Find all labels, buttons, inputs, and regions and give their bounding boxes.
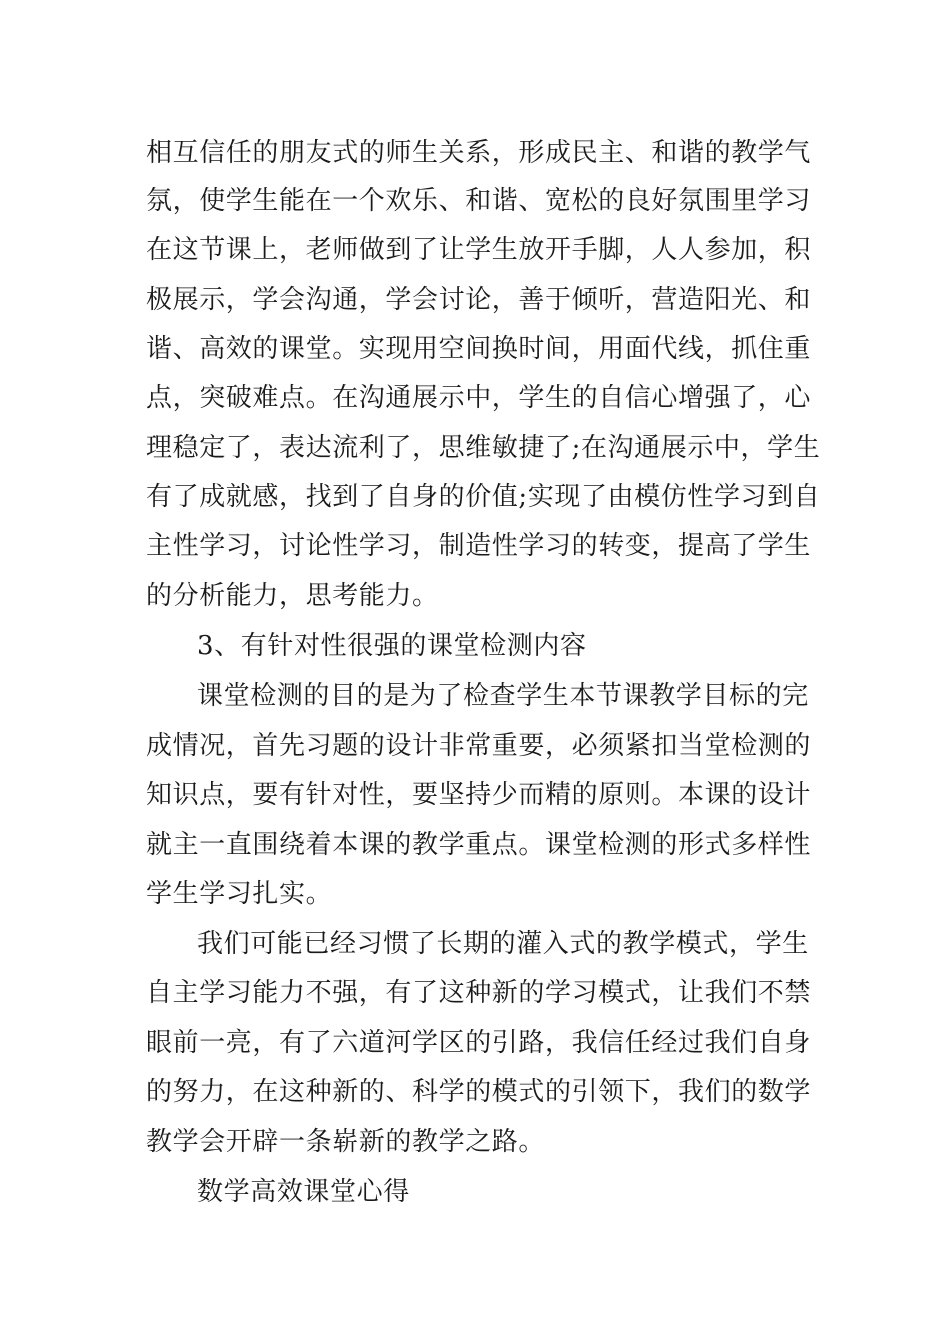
text-line: 在这节课上，老师做到了让学生放开手脚，人人参加，积 — [146, 235, 812, 265]
text-line: 课堂检测的目的是为了检查学生本节课教学目标的完 — [197, 681, 809, 711]
text-line: 知识点，要有针对性，要坚持少而精的原则。本课的设计 — [146, 780, 812, 810]
text-line: 的分析能力，思考能力。 — [146, 581, 439, 611]
text-line: 点，突破难点。在沟通展示中，学生的自信心增强了，心 — [146, 383, 812, 413]
text-line: 学生学习扎实。 — [146, 879, 333, 909]
text-line: 氛，使学生能在一个欢乐、和谐、宽松的良好氛围里学习 — [146, 186, 812, 216]
text-line: 眼前一亮，有了六道河学区的引路，我信任经过我们自身 — [146, 1028, 812, 1058]
text-line: 就主一直围绕着本课的教学重点。课堂检测的形式多样性 — [146, 830, 812, 860]
text-line: 成情况，首先习题的设计非常重要，必须紧扣当堂检测的 — [146, 731, 812, 761]
text-line: 有了成就感，找到了自身的价值;实现了由模仿性学习到自 — [146, 482, 821, 512]
text-line: 理稳定了，表达流利了，思维敏捷了;在沟通展示中，学生 — [146, 433, 821, 463]
text-line: 相互信任的朋友式的师生关系，形成民主、和谐的教学气 — [146, 138, 812, 168]
text-line: 我们可能已经习惯了长期的灌入式的教学模式，学生 — [197, 929, 809, 959]
text-line: 教学会开辟一条崭新的教学之路。 — [146, 1127, 546, 1157]
text-line: 极展示，学会沟通，学会讨论，善于倾听，营造阳光、和 — [146, 285, 812, 315]
text-line: 主性学习，讨论性学习，制造性学习的转变，提高了学生 — [146, 531, 812, 561]
text-line: 自主学习能力不强，有了这种新的学习模式，让我们不禁 — [146, 978, 812, 1008]
text-line: 的努力，在这种新的、科学的模式的引领下，我们的数学 — [146, 1077, 812, 1107]
section-heading: 3、有针对性很强的课堂检测内容 — [197, 631, 587, 661]
text-line: 谐、高效的课堂。实现用空间换时间，用面代线，抓住重 — [146, 334, 812, 364]
section-title: 数学高效课堂心得 — [197, 1177, 410, 1207]
